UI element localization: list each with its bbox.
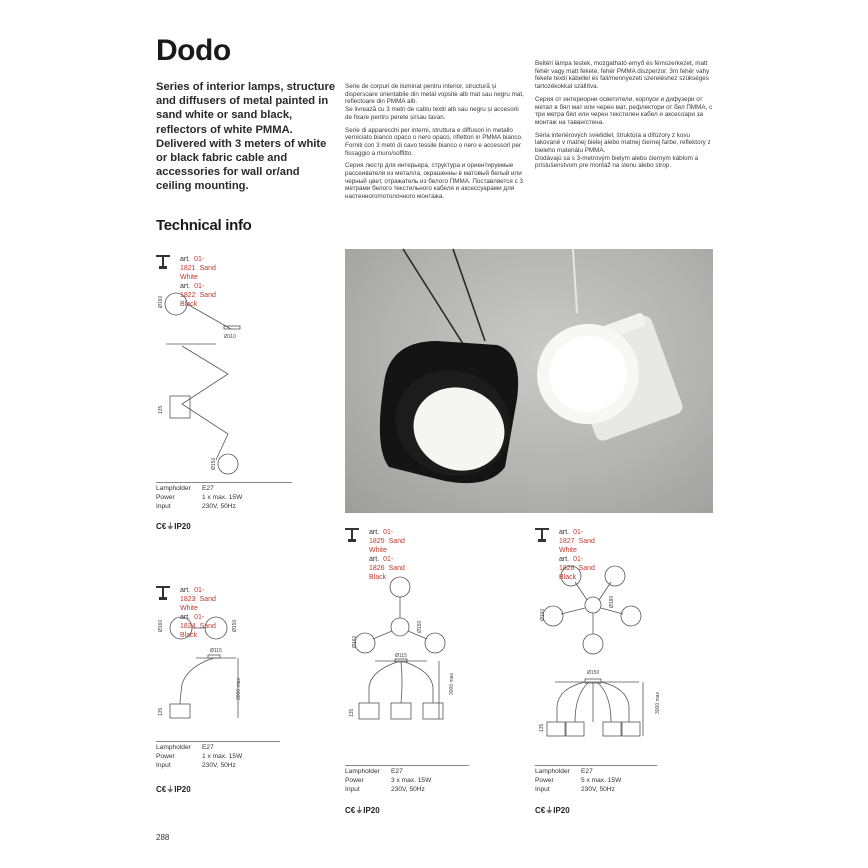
spec-row: Power 3 x max. 15W xyxy=(345,777,432,784)
dim-label: Ø115 xyxy=(210,648,222,654)
page-number: 288 xyxy=(156,833,170,842)
divider xyxy=(156,741,280,742)
ceiling-mount-icon xyxy=(345,528,359,542)
intro-text: Series of interior lamps, structure and diffusers of metal painted in sand white or sand black, reflectors of white PMMA. Delivered with 3 meters of white or black fabric cable and accessories for wall or/and ceiling mounting. xyxy=(156,81,336,193)
article-row: art. 01-1821 Sand White xyxy=(180,256,216,281)
certification-marks: C€⏚IP20 xyxy=(345,806,380,815)
article-row: art. 01-1828 Sand Black xyxy=(559,556,595,581)
description-column-2 xyxy=(535,60,715,175)
spec-table-1 xyxy=(156,484,242,511)
spec-row: Power 5 x max. 15W xyxy=(535,777,622,784)
dim-label: Ø150 xyxy=(587,670,600,676)
dim-label: 3000 max xyxy=(449,673,455,695)
spec-table-3 xyxy=(345,767,431,794)
ceiling-mount-icon xyxy=(156,586,170,600)
certification-marks: C€⏚IP20 xyxy=(156,522,191,531)
spec-row: Power 1 x max. 15W xyxy=(156,753,243,760)
dim-label: Ø150 xyxy=(211,457,217,470)
description-ru: Серия люстр для интерьера, структура и ориентируемые рассеиватели из металла, окрашенны в матовый белый или черный цвет, отражатель из белого ПММА. Поставляется с 3 метрами белого текстильного кабеля и аксессуарами для настенного/потолочного монтажа. xyxy=(345,162,523,201)
technical-info-heading: Technical info xyxy=(156,217,252,234)
dim-label: Ø150 xyxy=(417,620,423,633)
ceiling-mount-icon xyxy=(535,528,549,542)
spec-row: Lampholder E27 xyxy=(156,485,214,492)
spec-row: Input 230V, 50Hz xyxy=(345,786,425,793)
lamps-photo-illustration xyxy=(345,249,713,513)
certification-marks: C€⏚IP20 xyxy=(156,785,191,794)
spec-row: Input 230V, 50Hz xyxy=(535,786,615,793)
technical-drawing-4 xyxy=(535,560,660,740)
dim-label: 135 xyxy=(349,708,355,717)
description-ro: Serie de corpuri de iluminat pentru interior, structură și dispersoare orientabile din metal vopsite alb mat sau negru mat, reflectoare din PMMA alb. Se livrează cu 3 metri de cablu textil alb sau negru și accesorii de fixare pentru perete și/sau tavan. xyxy=(345,83,524,121)
dim-label: Ø110 xyxy=(224,334,236,340)
divider xyxy=(156,482,292,483)
article-row: art. 01-1824 Sand Black xyxy=(180,614,216,639)
dim-label: 135 xyxy=(539,723,545,732)
certification-marks: C€⏚IP20 xyxy=(535,806,570,815)
technical-drawing-3 xyxy=(345,575,455,725)
product-photo xyxy=(345,249,713,513)
dim-label: Ø115 xyxy=(395,653,407,659)
spec-row: Input 230V, 50Hz xyxy=(156,503,236,510)
dim-label: Ø160 xyxy=(540,608,546,621)
description-it: Serie di apparecchi per interni, struttura e diffusori in metallo verniciato bianco opaco o nero opaco, riflettori in PMMA bianco. Forniti con 3 metri di cavo tessile bianco o nero e accessori per fissaggio a muro/soffitto. xyxy=(345,126,523,157)
spec-row: Lampholder E27 xyxy=(345,768,403,775)
dim-label: Ø160 xyxy=(158,619,164,632)
page-title: Dodo xyxy=(156,34,231,67)
description-hu: Beltéri lámpa testek, mozgatható ernyő és fémszerkezet, matt fehér vagy matt fekete, fehér PMMA diszperzor. 3m fehér vahy fekete textil kábellel és fali/mennyezeti szereléshez szükséges tartozékokkal szállítva. xyxy=(535,60,710,91)
technical-drawing-1 xyxy=(156,284,256,484)
divider xyxy=(345,765,469,766)
dim-label: 3000 max xyxy=(236,678,242,700)
spec-row: Input 230V, 50Hz xyxy=(156,762,236,769)
description-sk: Séria interiérových svietidiel, štruktúra a difúzory z kovu lakované v matnej bielej alebo matnej čiernej farbe, reflektory z bieleho materiálu PMMA. Dodávajú sa s 3-metrovým bielym alebo čiernym káblom a príslušenstvom pre montáž na stenu alebo strop. xyxy=(535,131,711,170)
spec-table-4 xyxy=(535,767,621,794)
description-bg: Серия от интериорни осветители, корпуси и дифузери от метал в бял мат или черен мат, рефлектори от бял ПММА, с три метра бял или черен текстилен кабел и аксесоари за монтаж на таван/стена. xyxy=(535,95,713,126)
description-column-1 xyxy=(345,83,525,206)
spec-row: Lampholder E27 xyxy=(156,744,214,751)
article-row: art. 01-1822 Sand Black xyxy=(180,283,216,308)
ceiling-mount-icon xyxy=(156,255,170,269)
spec-row: Lampholder E27 xyxy=(535,768,593,775)
spec-row: Power 1 x max. 15W xyxy=(156,494,243,501)
dim-label: Ø150 xyxy=(232,619,238,632)
article-row: art. 01-1826 Sand Black xyxy=(369,556,405,581)
technical-drawing-2 xyxy=(156,612,256,722)
divider xyxy=(535,765,657,766)
dim-label: Ø160 xyxy=(158,295,164,308)
dim-label: Ø160 xyxy=(352,635,358,648)
article-list xyxy=(369,528,405,582)
dim-label: 3000 max xyxy=(655,692,661,714)
dim-label: 135 xyxy=(158,707,164,716)
spec-table-2 xyxy=(156,743,242,770)
article-row: art. 01-1823 Sand White xyxy=(180,587,216,612)
dim-label: Ø180 xyxy=(609,595,615,608)
article-row: art. 01-1827 Sand White xyxy=(559,529,595,554)
article-row: art. 01-1825 Sand White xyxy=(369,529,405,554)
dim-label: 135 xyxy=(158,405,164,414)
